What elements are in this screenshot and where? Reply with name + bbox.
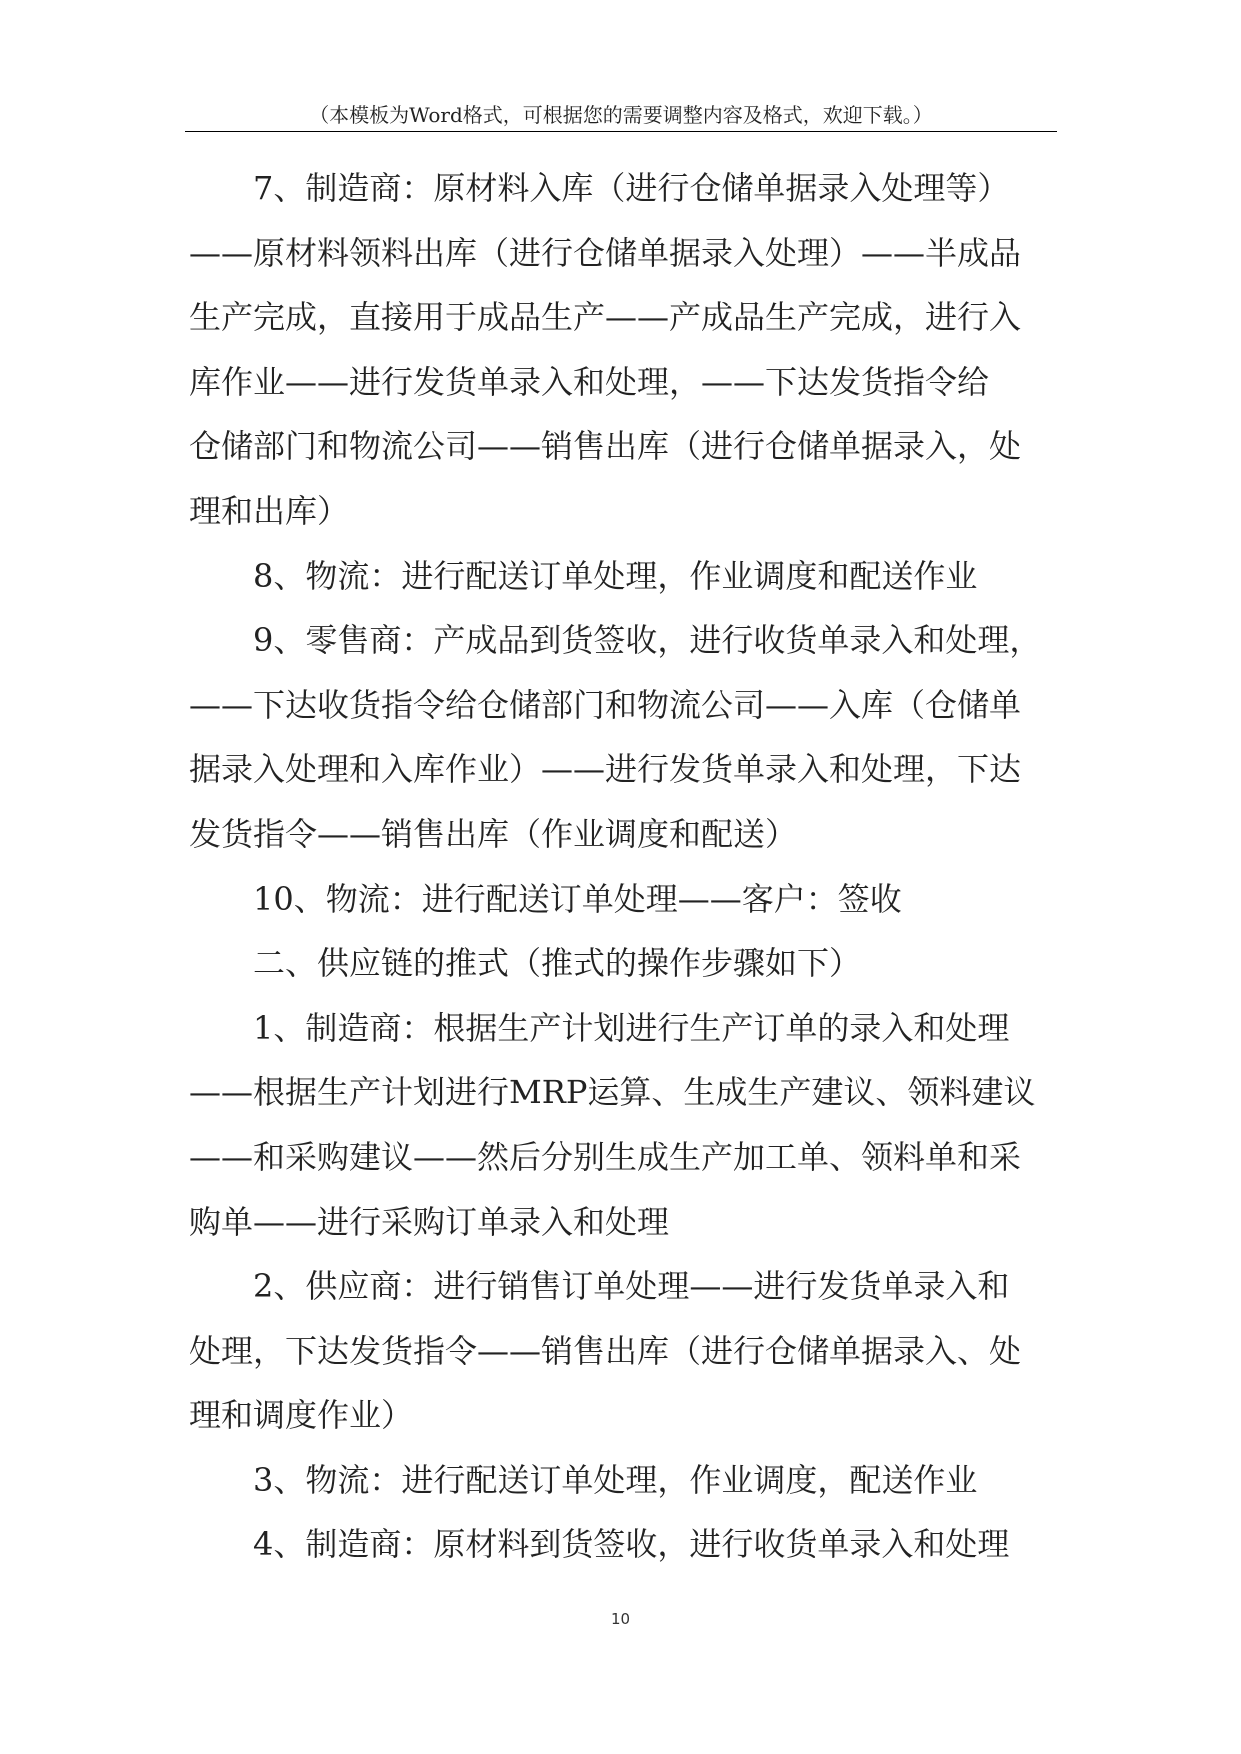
header-divider — [185, 131, 1057, 132]
header-note: （本模板为Word格式，可根据您的需要调整内容及格式，欢迎下载。） — [309, 103, 933, 127]
paragraph-line: 据录入处理和入库作业）——进行发货单录入和处理，下达 — [189, 750, 1022, 789]
paragraph-line: 仓储部门和物流公司——销售出库（进行仓储单据录入，处 — [189, 427, 1022, 466]
page-number: 10 — [610, 1610, 631, 1628]
paragraph-line: ——根据生产计划进行MRP运算、生成生产建议、领料建议 — [189, 1073, 1036, 1112]
paragraph-line: 8、物流：进行配送订单处理，作业调度和配送作业 — [253, 556, 978, 595]
paragraph-line: 库作业——进行发货单录入和处理，——下达发货指令给 — [189, 362, 990, 401]
paragraph-line: 购单——进行采购订单录入和处理 — [189, 1202, 670, 1241]
paragraph-line: 10、物流：进行配送订单处理——客户：签收 — [253, 879, 902, 918]
paragraph-line: ——和采购建议——然后分别生成生产加工单、领料单和采 — [189, 1137, 1022, 1176]
paragraph-line: 理和出库） — [189, 491, 350, 530]
paragraph-line: 4、制造商：原材料到货签收，进行收货单录入和处理 — [253, 1525, 1010, 1564]
paragraph-line: 2、供应商：进行销售订单处理——进行发货单录入和 — [253, 1267, 1010, 1306]
paragraph-line: ——下达收货指令给仓储部门和物流公司——入库（仓储单 — [189, 685, 1022, 724]
paragraph-line: 7、制造商：原材料入库（进行仓储单据录入处理等） — [253, 169, 1010, 207]
paragraph-line: 生产完成，直接用于成品生产——产成品生产完成，进行入 — [189, 298, 1022, 337]
paragraph-line: ——原材料领料出库（进行仓储单据录入处理）——半成品 — [189, 233, 1022, 272]
paragraph-line: 处理，下达发货指令——销售出库（进行仓储单据录入、处 — [189, 1331, 1022, 1370]
paragraph-line: 1、制造商：根据生产计划进行生产订单的录入和处理 — [253, 1008, 1010, 1047]
section-heading: 二、供应链的推式（推式的操作步骤如下） — [253, 944, 862, 983]
paragraph-line: 3、物流：进行配送订单处理，作业调度，配送作业 — [253, 1460, 978, 1499]
paragraph-line: 9、零售商：产成品到货签收，进行收货单录入和处理， — [253, 621, 1042, 660]
document-body — [189, 156, 1059, 1577]
paragraph-line: 理和调度作业） — [189, 1396, 414, 1435]
paragraph-line: 发货指令——销售出库（作业调度和配送） — [189, 814, 798, 853]
